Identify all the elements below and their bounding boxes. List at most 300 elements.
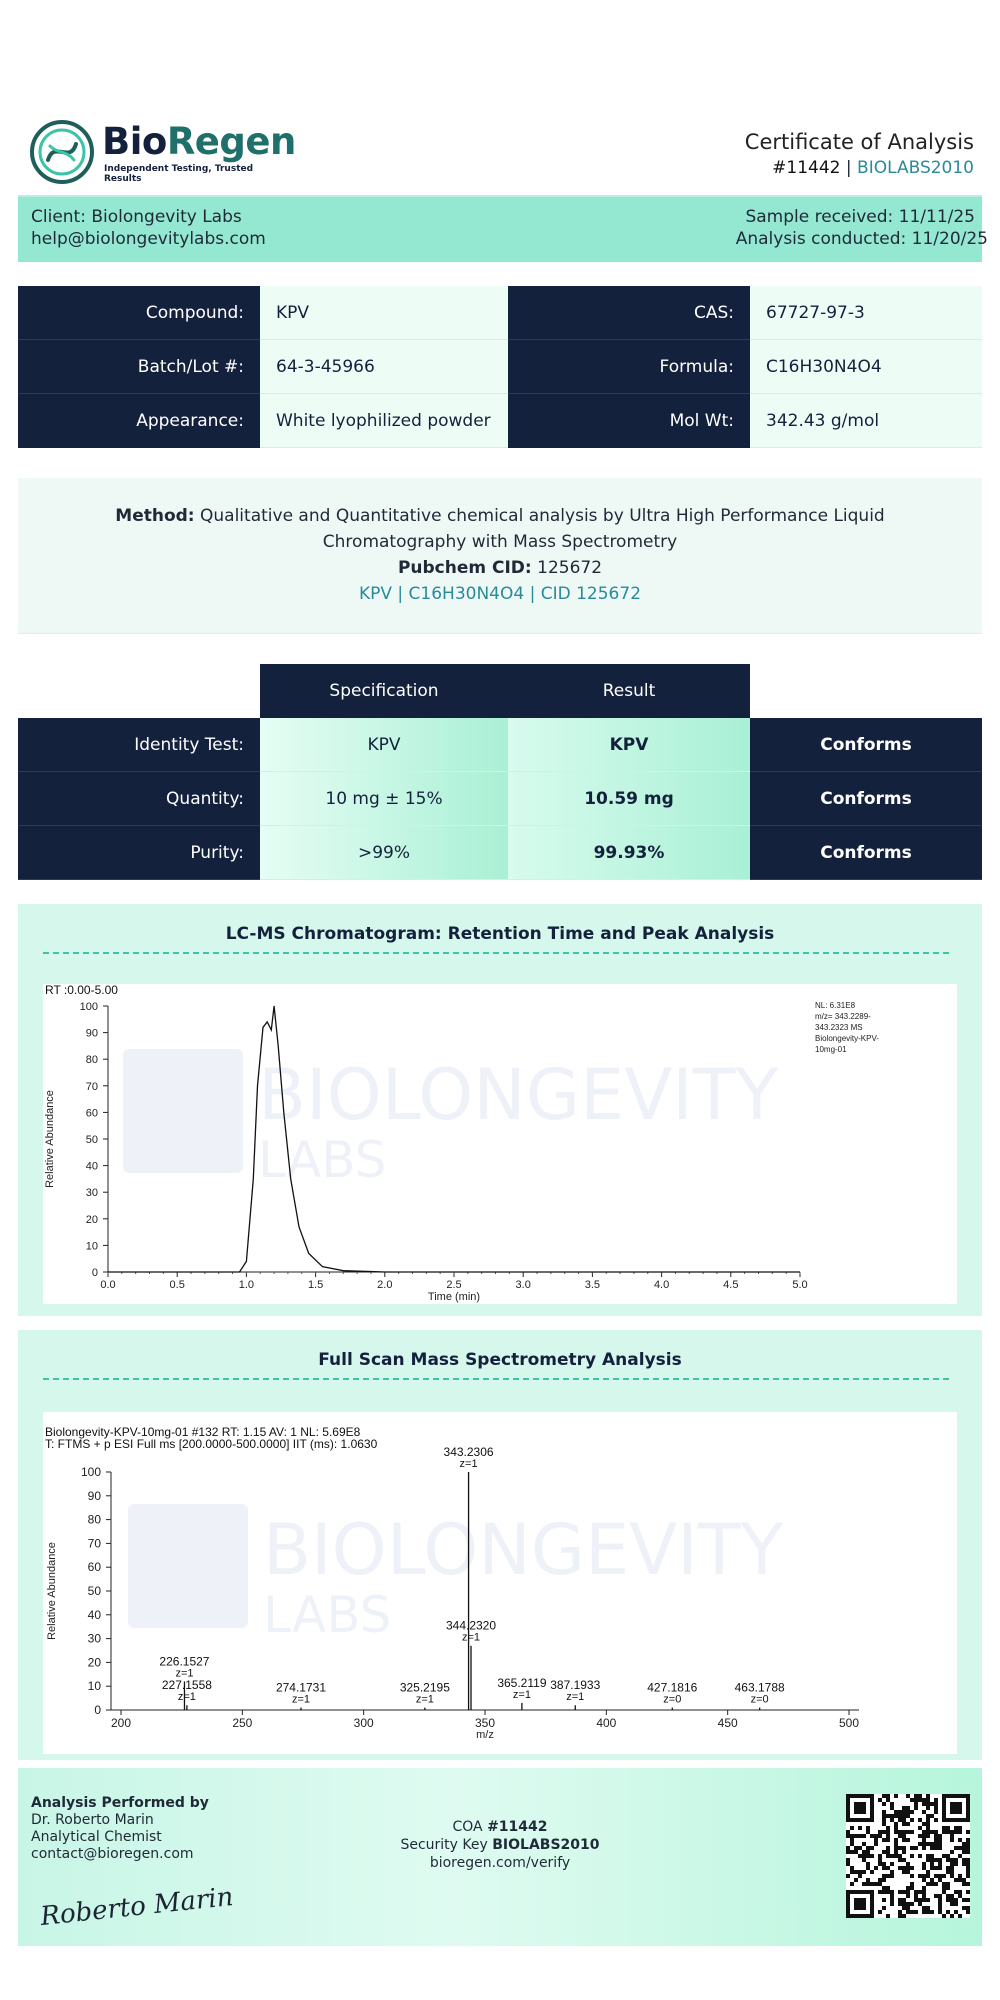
qr-module [922,1878,926,1882]
qr-module [886,1914,890,1918]
qr-module [906,1810,910,1814]
y-tick-label: 40 [85,1160,98,1173]
qr-module [906,1886,910,1890]
qr-module [894,1810,898,1814]
qr-module [918,1794,922,1798]
qr-module [922,1798,926,1802]
spec-header: Specification [260,664,508,718]
qr-module [898,1810,902,1814]
qr-module [918,1854,922,1858]
batch-value: 64-3-45966 [260,340,508,394]
qr-module [930,1802,934,1806]
qr-module [930,1910,934,1914]
qr-module [966,1890,970,1894]
qr-module [870,1834,874,1838]
x-tick-label: 3.0 [515,1279,531,1291]
qr-module [946,1882,950,1886]
qr-module [950,1894,954,1898]
qr-module [874,1866,878,1870]
qr-module [958,1878,962,1882]
qr-module [930,1858,934,1862]
qr-module [934,1858,938,1862]
qr-module [962,1846,966,1850]
qr-module [926,1898,930,1902]
cas-value: 67727-97-3 [750,286,982,340]
qr-module [930,1866,934,1870]
qr-module [926,1802,930,1806]
normalization-label: 343.2323 MS [815,1023,863,1032]
qr-module [902,1902,906,1906]
qr-module [898,1914,902,1918]
qr-module [902,1898,906,1902]
qr-module [890,1898,894,1902]
brand-name-bio: Bio [102,120,167,163]
qr-module [894,1842,898,1846]
x-tick-label: 1.5 [307,1279,324,1291]
normalization-label: NL: 6.31E8 [815,1001,856,1010]
qr-module [934,1830,938,1834]
x-tick-label: 250 [232,1716,253,1730]
qr-module [906,1866,910,1870]
qr-module [894,1794,898,1798]
peak-label: 227.1558 [161,1678,212,1693]
qr-module [902,1814,906,1818]
watermark-logo-icon [128,1504,248,1628]
qr-module [966,1842,970,1846]
y-tick-label: 50 [87,1584,101,1598]
x-tick-label: 0.5 [169,1279,185,1291]
qr-module [886,1886,890,1890]
qr-module [846,1846,850,1850]
qr-module [846,1862,850,1866]
qr-module [902,1830,906,1834]
qr-module [858,1874,862,1878]
qr-module [878,1882,882,1886]
qr-module [926,1798,930,1802]
qr-module [914,1802,918,1806]
security-key: BIOLABS2010 [492,1837,600,1853]
watermark-text: LABS [258,1131,387,1189]
qr-module [950,1902,954,1906]
pubchem-line [78,555,922,581]
qr-module [966,1838,970,1842]
x-tick-label: 400 [596,1716,617,1730]
qr-module [946,1826,950,1830]
batch-label: Batch/Lot #: [18,340,260,394]
qr-module [866,1846,870,1850]
y-tick-label: 20 [85,1213,98,1226]
qr-module [894,1814,898,1818]
qr-module [878,1830,882,1834]
y-tick-label: 0 [94,1703,101,1717]
peak-label: 365.2119 [497,1675,547,1690]
qr-module [902,1858,906,1862]
qr-module [858,1826,862,1830]
qr-module [922,1866,926,1870]
qr-module [966,1850,970,1854]
qr-module [934,1838,938,1842]
qr-module [962,1882,966,1886]
qr-module [890,1862,894,1866]
y-tick-label: 80 [85,1054,98,1067]
results-table [18,664,982,880]
qr-module [926,1806,930,1810]
qr-module [902,1890,906,1894]
qr-module [910,1810,914,1814]
molwt-label: Mol Wt: [508,394,750,448]
qr-module [942,1890,946,1894]
qr-module [966,1910,970,1914]
qr-module [902,1906,906,1910]
qr-module [910,1886,914,1890]
qr-module [846,1874,850,1878]
qr-module [958,1846,962,1850]
qr-module [954,1826,958,1830]
qr-module [870,1882,874,1886]
title-separator: | [845,158,852,178]
qr-module [946,1898,950,1902]
qr-module [934,1894,938,1898]
qr-module [882,1794,886,1798]
y-axis-label: Relative Abundance [46,1542,58,1640]
y-tick-label: 90 [85,1027,98,1040]
x-tick-label: 5.0 [792,1279,808,1291]
qr-module [882,1822,886,1826]
qr-module [866,1830,870,1834]
verify-link[interactable]: bioregen.com/verify [429,1855,571,1871]
qr-module [922,1842,926,1846]
qr-module [906,1906,910,1910]
peak-label: 274.1731 [275,1680,327,1695]
qr-module [926,1818,930,1822]
qr-module [850,1838,854,1842]
qr-module [910,1798,914,1802]
qr-module [890,1806,894,1810]
qr-module [866,1882,870,1886]
coa-number: #11442 [487,1819,548,1835]
qr-module [874,1882,878,1886]
result-row-label: Quantity: [18,772,260,826]
qr-module [942,1830,946,1834]
peak-charge-label: z=1 [177,1691,196,1704]
qr-module [946,1886,950,1890]
qr-module [934,1846,938,1850]
qr-module [890,1902,894,1906]
qr-module [914,1794,918,1798]
mass-spec-divider [43,1378,949,1380]
x-tick-label: 350 [474,1716,496,1730]
qr-module [950,1858,954,1862]
result-row-result: KPV [508,718,750,772]
qr-module [882,1906,886,1910]
qr-module [926,1794,930,1798]
qr-module [854,1870,858,1874]
qr-module [918,1890,922,1894]
qr-module [926,1854,930,1858]
qr-module [906,1814,910,1818]
qr-module [958,1830,962,1834]
qr-module [926,1822,930,1826]
qr-module [894,1850,898,1854]
peak-label: 427.1816 [647,1680,698,1695]
qr-module [902,1838,906,1842]
qr-module [966,1858,970,1862]
qr-module [950,1870,954,1874]
qr-module [894,1822,898,1826]
qr-module [942,1886,946,1890]
normalization-label: m/z= 343.2289- [815,1012,871,1021]
qr-module [882,1890,886,1894]
qr-module [954,1862,958,1866]
qr-module [946,1870,950,1874]
qr-module [882,1886,886,1890]
qr-module [914,1846,918,1850]
y-tick-label: 10 [85,1240,98,1253]
peak-label: 463.1788 [734,1680,785,1695]
analyst-email[interactable]: contact@bioregen.com [31,1846,194,1862]
qr-module [946,1830,950,1834]
qr-module [874,1834,878,1838]
qr-module [886,1874,890,1878]
client-email: help@biolongevitylabs.com [31,229,266,249]
qr-module [938,1898,942,1902]
qr-module [886,1814,890,1818]
y-tick-label: 20 [87,1655,101,1670]
qr-module [914,1910,918,1914]
qr-module [946,1858,950,1862]
result-row-result: 10.59 mg [508,772,750,826]
x-tick-label: 0.0 [100,1279,116,1291]
qr-module [938,1858,942,1862]
info-table [18,286,982,448]
peak-charge-label: z=1 [175,1667,194,1680]
chromatogram-plot [43,984,957,1304]
qr-module [922,1846,926,1850]
qr-module [858,1854,862,1858]
qr-module [934,1842,938,1846]
qr-module [954,1910,958,1914]
qr-module [886,1866,890,1870]
result-row-status: Conforms [750,718,982,772]
spectrum-header: T: FTMS + p ESI Full ms [200.0000-500.0000] IIT (ms): 1.0630 [45,1437,378,1451]
qr-module [922,1830,926,1834]
qr-module [878,1798,882,1802]
qr-module [850,1842,854,1846]
qr-module [882,1850,886,1854]
performed-label: Analysis Performed by [31,1795,209,1811]
qr-module [930,1814,934,1818]
qr-module [946,1866,950,1870]
qr-module [886,1826,890,1830]
qr-module [934,1818,938,1822]
qr-module [950,1830,954,1834]
qr-module [846,1858,850,1862]
qr-module [914,1898,918,1902]
brand-logo [30,120,296,184]
qr-module [878,1910,882,1914]
qr-module [898,1834,902,1838]
qr-module [918,1826,922,1830]
qr-module [950,1834,954,1838]
peak-charge-label: z=1 [566,1691,585,1704]
qr-module [898,1866,902,1870]
qr-module [930,1846,934,1850]
qr-module [866,1862,870,1866]
x-tick-label: 4.0 [653,1279,670,1291]
qr-module [898,1846,902,1850]
qr-module [874,1842,878,1846]
qr-module [898,1910,902,1914]
y-tick-label: 70 [87,1536,101,1551]
qr-module [882,1802,886,1806]
qr-module [866,1878,870,1882]
brand-name-regen: Regen [166,120,296,163]
qr-module [966,1866,970,1870]
peak-charge-label: z=0 [663,1693,682,1706]
peak-charge-label: z=1 [461,1631,481,1644]
peak-label: 344.2320 [445,1618,497,1633]
spectrum-header: Biolongevity-KPV-10mg-01 #132 RT: 1.15 AV: 1 NL: 5.69E8 [45,1425,361,1439]
qr-module [902,1914,906,1918]
qr-module [910,1910,914,1914]
y-tick-label: 30 [85,1187,98,1200]
qr-module [926,1858,930,1862]
qr-module [882,1866,886,1870]
qr-module [894,1838,898,1842]
y-tick-label: 40 [87,1607,101,1622]
y-tick-label: 70 [85,1080,98,1093]
qr-module [938,1846,942,1850]
y-tick-label: 10 [87,1679,101,1694]
x-tick-label: 4.5 [723,1279,739,1291]
qr-module [882,1814,886,1818]
qr-module [922,1886,926,1890]
x-tick-label: 1.0 [238,1279,255,1291]
qr-module [862,1854,866,1858]
watermark-text: BIOLONGEVITY [263,1509,784,1591]
analyst-name: Dr. Roberto Marin [31,1812,154,1828]
pubchem-label: Pubchem CID: [397,558,532,578]
qr-module [886,1798,890,1802]
x-tick-label: 200 [110,1716,132,1730]
formula-value: C16H30N4O4 [750,340,982,394]
qr-module [918,1834,922,1838]
certificate-number: #11442 [772,158,841,178]
qr-module [966,1874,970,1878]
qr-module [922,1802,926,1806]
result-row-result: 99.93% [508,826,750,880]
qr-module [962,1862,966,1866]
qr-module [930,1830,934,1834]
qr-module [890,1894,894,1898]
qr-module [926,1910,930,1914]
qr-module [894,1826,898,1830]
qr-module [962,1898,966,1902]
qr-module [910,1874,914,1878]
qr-module [938,1834,942,1838]
qr-module [882,1818,886,1822]
qr-module [882,1830,886,1834]
qr-module [898,1902,902,1906]
method-label: Method: [115,506,195,526]
appearance-label: Appearance: [18,394,260,448]
qr-module [886,1846,890,1850]
result-row-status: Conforms [750,826,982,880]
peak-charge-label: z=1 [291,1693,311,1706]
sample-received: Sample received: 11/11/25 [745,207,975,227]
chromatogram-title: LC-MS Chromatogram: Retention Time and Peak Analysis [225,924,775,944]
qr-module [862,1882,866,1886]
qr-module [930,1882,934,1886]
logo-emblem-icon [30,120,94,184]
qr-finder [950,1802,962,1814]
mass-spec-title: Full Scan Mass Spectrometry Analysis [318,1350,682,1370]
qr-module [902,1822,906,1826]
qr-module [954,1846,958,1850]
qr-module [954,1830,958,1834]
qr-module [906,1870,910,1874]
watermark-text: LABS [263,1586,392,1644]
qr-module [906,1894,910,1898]
qr-module [870,1854,874,1858]
qr-module [898,1854,902,1858]
qr-module [862,1870,866,1874]
qr-module [890,1890,894,1894]
qr-module [866,1850,870,1854]
qr-module [910,1846,914,1850]
qr-module [906,1822,910,1826]
qr-module [906,1794,910,1798]
qr-module [954,1858,958,1862]
result-header: Result [508,664,750,718]
qr-module [850,1866,854,1870]
qr-module [850,1850,854,1854]
method-description: Qualitative and Quantitative chemical analysis by Ultra High Performance Liquid Chromatography with Mass Spectrometry [200,506,885,552]
qr-module [930,1878,934,1882]
y-tick-label: 50 [85,1134,98,1146]
qr-module [954,1878,958,1882]
y-tick-label: 80 [87,1512,101,1527]
qr-module [898,1858,902,1862]
qr-module [886,1830,890,1834]
brand-tagline: Independent Testing, Trusted Results [104,164,254,184]
security-key-prefix: Security Key [400,1837,488,1853]
qr-module [882,1862,886,1866]
qr-code-icon[interactable] [846,1794,970,1918]
qr-module [910,1830,914,1834]
analyst-block [31,1795,209,1863]
qr-module [966,1882,970,1886]
qr-module [878,1834,882,1838]
appearance-value: White lyophilized powder [260,394,508,448]
qr-module [922,1862,926,1866]
qr-module [962,1878,966,1882]
qr-module [938,1910,942,1914]
qr-module [854,1834,858,1838]
qr-module [902,1866,906,1870]
certificate-key: BIOLABS2010 [857,158,974,178]
qr-module [950,1862,954,1866]
qr-module [926,1814,930,1818]
qr-module [846,1830,850,1834]
qr-module [890,1818,894,1822]
y-axis-label: Relative Abundance [44,1090,56,1188]
pubchem-link[interactable]: KPV | C16H30N4O4 | CID 125672 [358,584,642,604]
x-axis-label: m/z [476,1729,494,1741]
qr-module [954,1890,958,1894]
qr-module [962,1850,966,1854]
peak-label: 387.1933 [550,1678,601,1693]
